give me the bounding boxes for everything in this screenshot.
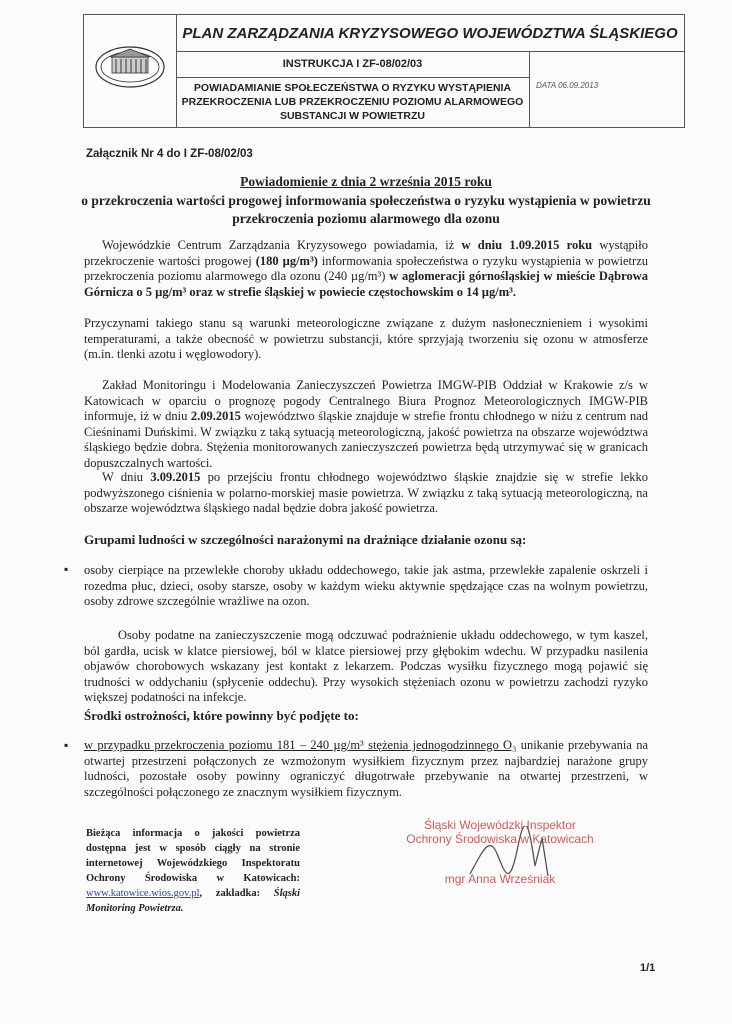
paragraph-causes: Przyczynami takiego stanu są warunki meteorologiczne związane z dużym nasłonecznieniem i wysokimi temperaturami, a także obecność w powietrzu substancji, które sprzyjają tworzeniu się ozonu w atmosferze (m.in. tlenki azotu i węglowodory). — [84, 316, 648, 362]
signature-icon — [460, 826, 580, 896]
bullet-icon: ▪ — [64, 738, 69, 752]
subject-line: POWIADAMIANIE SPOŁECZEŃSTWA O RYZYKU WYSTĄPIENIA — [193, 82, 512, 94]
bullet-icon: ▪ — [64, 562, 69, 576]
paragraph-announcement: Wojewódzkie Centrum Zarządzania Kryzysowego powiadamia, iż w dniu 1.09.2015 roku wystąpiło przekroczenie wartości progowej (180 µg/m³) informowania społeczeństwa o ryzyku wystąpienia w powietrzu przekroczenia poziomu alarmowego dla ozonu (240 µg/m³) w aglomeracji górnośląskiej w mieście Dąbrowa Górnicza o 5 µg/m³ oraz w strefie śląskiej w powiecie częstochowskim o 14 µg/m³. — [84, 238, 648, 299]
emblem-cell — [84, 15, 177, 127]
subject-cell — [176, 77, 530, 127]
official-stamp: Śląski Wojewódzki Inspektor Ochrony Środowiska w Katowicach mgr Anna Wrześniak — [406, 818, 594, 886]
subject-line: PRZEKROCZENIA LUB PRZEKROCZENIU POZIOMU ALARMOWEGO — [181, 96, 524, 108]
header-table — [83, 14, 685, 128]
subject-line: SUBSTANCJI W POWIETRZU — [279, 110, 426, 122]
measures-item: w przypadku przekroczenia poziomu 181 – 240 µg/m³ stężenia jednogodzinnego O₃ unikanie przebywania na otwartej przestrzeni połączonych ze wzmożonym wysiłkiem fizycznym przez najbardziej narażone grupy ludności, pozostałe osoby powinny ograniczyć długotrwałe przebywanie na otwartej przestrzeni, w szczególności połączonego ze znacznym wysiłkiem fizycznym. — [84, 738, 648, 799]
empty-cell — [530, 51, 684, 77]
wios-link[interactable]: www.katowice.wios.gov.pl — [86, 888, 200, 899]
paragraph-forecast-day2: Zakład Monitoringu i Modelowania Zanieczyszczeń Powietrza IMGW-PIB Oddział w Krakowie z/s w Katowicach w oparciu o prognozę pogody Centralnego Biura Prognoz Meteorologicznych IMGW-PIB informuje, iż w dniu 2.09.2015 województwo śląskie znajduje w strefie frontu chłodnego w niżu z centrum nad Cieśninami Duńskimi. W związku z taką sytuacją meteorologiczną, jakość powietrza na obszarze województwa śląskiego będzie dobra. Stężenia monitorowanych zanieczyszczeń powietrza będą utrzymywać się w granicach dopuszczalnych wartości. — [84, 378, 648, 470]
instruction-number: INSTRUKCJA I ZF-08/02/03 — [176, 51, 530, 78]
building-emblem-icon — [84, 15, 176, 127]
paragraph-forecast-day3: W dniu 3.09.2015 po przejściu frontu chłodnego województwo śląskie znajdzie się w strefie lekko podwyższonego ciśnienia w polarno-morskiej masie powietrza. W związku z taką sytuacją meteorologiczną, na obszarze województwa śląskiego nadal będzie dobra jakość powietrza. — [84, 470, 649, 516]
air-quality-info: Bieżąca informacja o jakości powietrza dostępna jest w sposób ciągły na stronie internetowej Wojewódzkiego Inspektoratu Ochrony Środowiska w Katowicach: www.katowice.wios.gov.pl, zakładka: Śląski Monitoring Powietrza. — [86, 828, 300, 914]
groups-heading: Grupami ludności w szczególności narażonymi na drażniące działanie ozonu są: — [84, 532, 527, 547]
attachment-label: Załącznik Nr 4 do I ZF-08/02/03 — [86, 148, 253, 160]
notice-title: Powiadomienie z dnia 2 września 2015 roku — [240, 174, 492, 189]
page-number: 1/1 — [640, 962, 656, 974]
paragraph-symptoms: Osoby podatne na zanieczyszczenie mogą odczuwać podrażnienie układu oddechowego, w tym kaszel, ból gardła, ucisk w klatce piersiowej, ból w klatce piersiowej przy głębokim wdechu. W przypadku nasilenia objawów chorobowych wskazany jest kontakt z lekarzem. Podczas wysiłku fizycznego mogą pojawić się trudności w oddychaniu (spłycenie oddechu). Przy wysokich stężeniach ozonu w powietrzu zachodzi ryzyko większej podatności na infekcje. — [84, 628, 648, 705]
measures-heading: Środki ostrożności, które powinny być podjęte to: — [84, 708, 359, 723]
date-cell: DATA 06.09.2013 — [536, 81, 599, 90]
notice-subtitle: o przekroczenia wartości progowej informowania społeczeństwa o ryzyku wystąpienia w powietrzu przekroczenia poziomu alarmowego dla ozonu — [81, 193, 651, 226]
plan-title: PLAN ZARZĄDZANIA KRYZYSOWEGO WOJEWÓDZTWA ŚLĄSKIEGO — [176, 15, 684, 52]
groups-item: osoby cierpiące na przewlekłe choroby układu oddechowego, takie jak astma, przewlekłe zapalenie oskrzeli i rozedma płuc, dzieci, osoby starsze, osoby w każdym wieku aktywnie spędzające czas na wolnym powietrzu, osoby zdrowe szczególnie wrażliwe na ozon. — [84, 563, 648, 609]
